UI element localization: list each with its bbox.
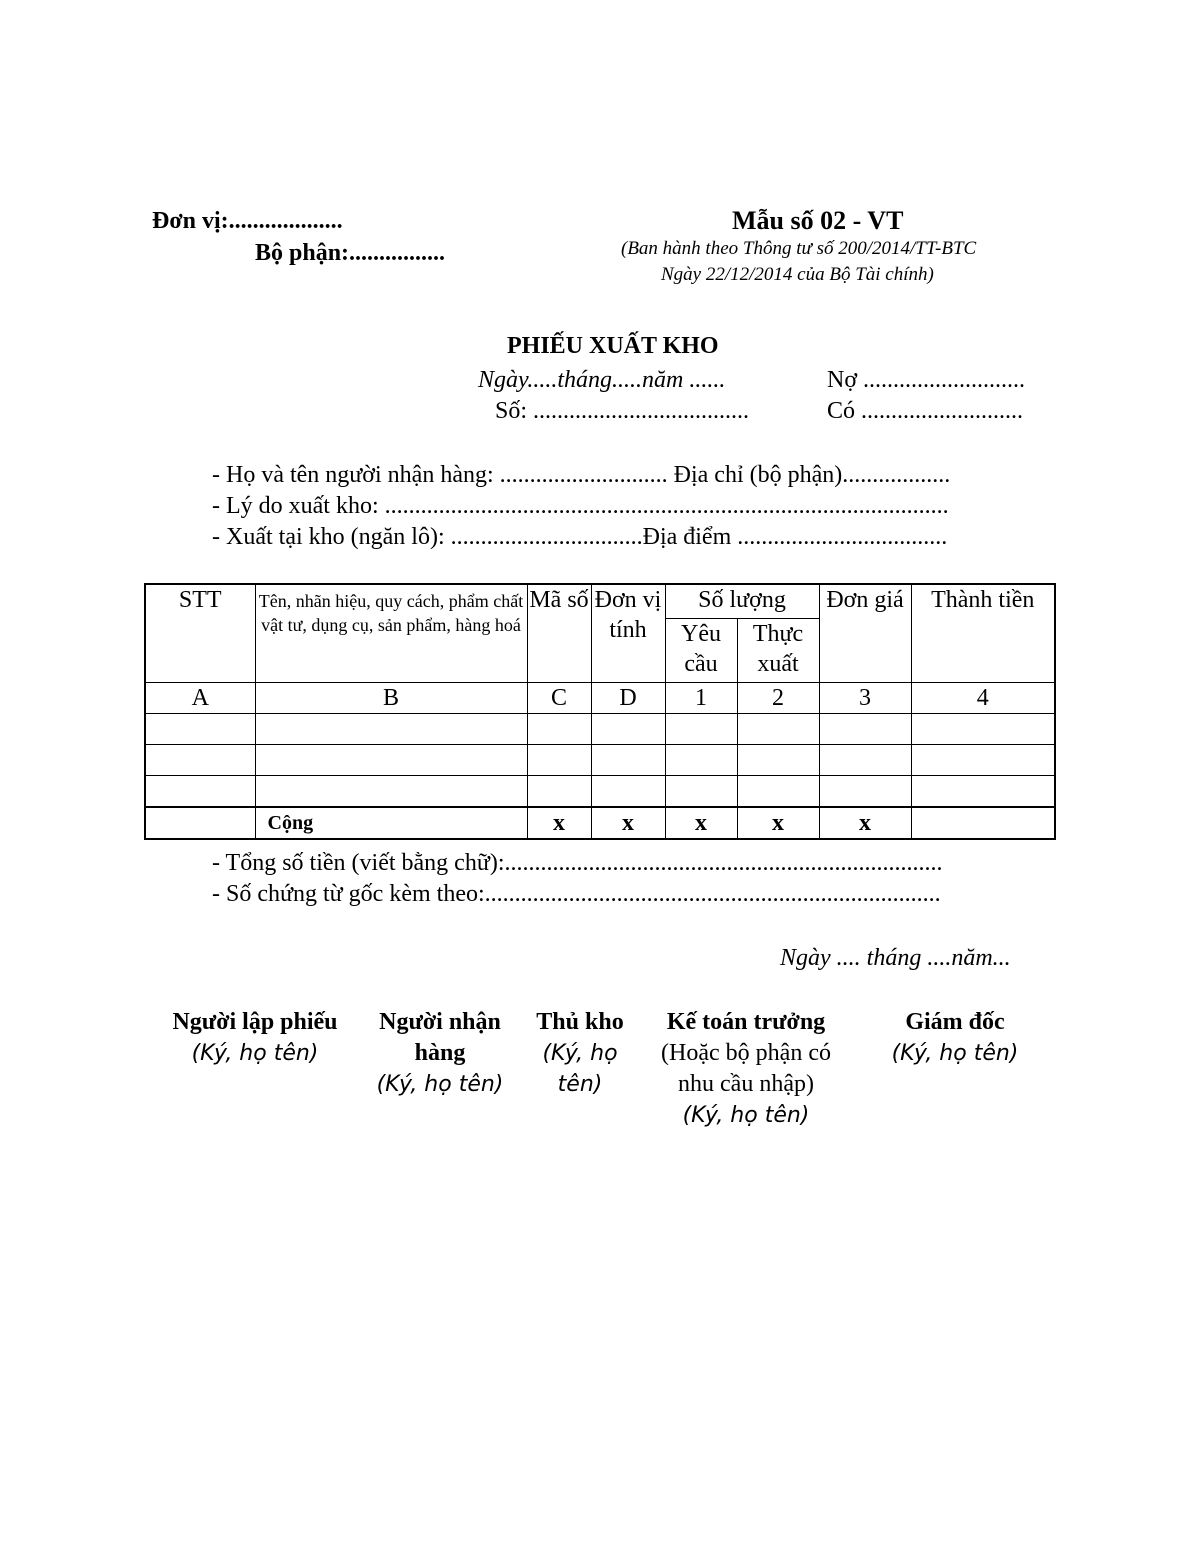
header-code: Mã số xyxy=(527,584,591,682)
signature-title: Người lập phiếu xyxy=(172,1009,338,1035)
signature-hint: (Ký, họ tên) xyxy=(542,1041,618,1097)
col-letter: 2 xyxy=(737,682,819,713)
warehouse-field: - Xuất tại kho (ngăn lô): ................................Địa điểm ................................... xyxy=(212,524,948,550)
total-row xyxy=(145,807,1055,839)
signature-title: Giám đốc xyxy=(905,1009,1005,1035)
signature-hint: (Ký, họ tên) xyxy=(191,1041,319,1066)
header-stt: STT xyxy=(145,584,255,682)
header-amount: Thành tiền xyxy=(911,584,1055,682)
signature-title: Người nhận hàng xyxy=(379,1009,501,1066)
form-number: Mẫu số 02 - VT xyxy=(732,206,904,235)
col-letter: B xyxy=(255,682,527,713)
signature-hint: (Ký, họ tên) xyxy=(891,1041,1019,1066)
total-cell: x xyxy=(665,807,737,839)
col-letter: D xyxy=(591,682,665,713)
issued-by-line-2: Ngày 22/12/2014 của Bộ Tài chính) xyxy=(661,264,934,285)
col-letter: 3 xyxy=(819,682,911,713)
total-cell: x xyxy=(591,807,665,839)
signature-preparer xyxy=(150,1007,360,1069)
col-letter: 4 xyxy=(911,682,1055,713)
signature-hint: (Ký, họ tên) xyxy=(376,1072,504,1097)
total-label: Cộng xyxy=(255,807,527,839)
date-line: Ngày.....tháng.....năm ...... xyxy=(478,367,726,393)
header-quantity: Số lượng xyxy=(665,584,819,618)
department-label: Bộ phận:................ xyxy=(255,240,446,266)
signature-note: (Hoặc bộ phận có nhu cầu nhập) xyxy=(661,1040,831,1097)
signature-title: Kế toán trưởng xyxy=(666,1009,826,1035)
table-row xyxy=(145,744,1055,775)
reason-field: - Lý do xuất kho: .............................................................................................. xyxy=(212,493,949,519)
total-cell: x xyxy=(737,807,819,839)
col-letter: 1 xyxy=(665,682,737,713)
total-cell xyxy=(911,807,1055,839)
number-line: Số: .................................... xyxy=(495,398,750,424)
header-unit: Đơn vị tính xyxy=(591,584,665,682)
debit-line: Nợ ........................... xyxy=(827,367,1026,393)
signature-hint: (Ký, họ tên) xyxy=(682,1103,810,1128)
col-letter: C xyxy=(527,682,591,713)
items-table xyxy=(144,583,1056,840)
table-row xyxy=(145,713,1055,744)
signature-storekeeper xyxy=(520,1007,640,1100)
col-letter: A xyxy=(145,682,255,713)
receiver-field: - Họ và tên người nhận hàng: ............................ Địa chỉ (bộ phận).................. xyxy=(212,462,951,488)
issued-by-line-1: (Ban hành theo Thông tư số 200/2014/TT-BTC xyxy=(621,238,977,259)
header-actual: Thực xuất xyxy=(737,618,819,682)
signature-director xyxy=(860,1007,1050,1069)
credit-line: Có ........................... xyxy=(827,398,1024,424)
unit-label: Đơn vị:................... xyxy=(152,208,343,234)
signature-date: Ngày .... tháng ....năm... xyxy=(780,945,1011,971)
total-in-words-field: - Tổng số tiền (viết bằng chữ):......................................................................... xyxy=(212,850,943,876)
header-item-name: Tên, nhãn hiệu, quy cách, phẩm chất vật tư, dụng cụ, sản phẩm, hàng hoá xyxy=(255,584,527,682)
table-row xyxy=(145,775,1055,807)
header-unit-price: Đơn giá xyxy=(819,584,911,682)
signature-title: Thủ kho xyxy=(536,1009,624,1035)
attached-documents-field: - Số chứng từ gốc kèm theo:............................................................................ xyxy=(212,881,941,907)
signature-chief-accountant xyxy=(654,1007,838,1131)
document-title: PHIẾU XUẤT KHO xyxy=(507,333,719,359)
total-cell: x xyxy=(527,807,591,839)
total-cell: x xyxy=(819,807,911,839)
header-requested: Yêu cầu xyxy=(665,618,737,682)
total-cell xyxy=(145,807,255,839)
signature-receiver xyxy=(372,1007,508,1100)
